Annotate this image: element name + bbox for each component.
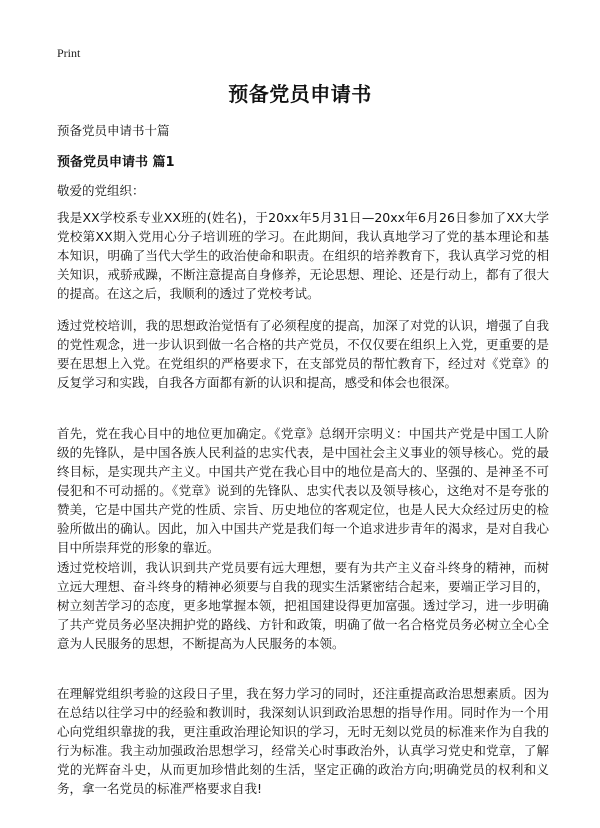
document-title: 预备党员申请书 (228, 82, 372, 106)
body-paragraph-2: 透过党校培训，我的思想政治觉悟有了必须程度的提高，加深了对党的认识，增强了自我的党性观念，进一步认识到做一名合格的共产党员，不仅仅要在组织上入党，更重要的是要在思想上入党。在党组织的严格要求下，在支部党员的帮忙教育下，经过对《党章》的反复学习和实践，自我各方面都有新的认识和提高，感受和体会也很深。 (57, 318, 549, 390)
body-paragraph-3: 首先，党在我心目中的地位更加确定。《党章》总纲开宗明义：中国共产党是中国工人阶级的先锋队，是中国各族人民利益的忠实代表，是中国社会主义事业的领导核心。党的最终目标，是实现共产主义。中国共产党在我心目中的地位是高大的、坚强的、是神圣不可侵犯和不可动摇的。《党章》说到的先锋队、忠实代表以及领导核心，这绝对不是夸张的赞美，它是中国共产党的性质、宗旨、历史地位的客观定位，也是人民大众经过历史的检验所做出的确认。因此，加入中国共产党是我们每一个追求进步青年的渴求，是对自我心目中所崇拜党的形象的靠近。 (57, 426, 549, 555)
section-heading: 预备党员申请书 篇1 (57, 155, 175, 170)
document-subtitle: 预备党员申请书十篇 (57, 123, 170, 138)
body-paragraph-5: 在理解党组织考验的这段日子里，我在努力学习的同时，还注重提高政治思想素质。因为在总结以往学习中的经验和教训时，我深刻认识到政治思想的指导作用。同时作为一个用心向党组织靠拢的我，更注重政治理论知识的学习，无时无刻以党员的标准来作为自我的行为标准。我主动加强政治思想学习，经常关心时事政治外，认真学习党史和党章，了解党的光辉奋斗史，从而更加珍惜此刻的生活，坚定正确的政治方向;明确党员的权利和义务，拿一名党员的标准严格要求自我! (57, 686, 549, 796)
print-link[interactable]: Print (57, 46, 81, 60)
body-paragraph-1: 我是XX学校系专业XX班的(姓名)，于20xx年5月31日—20xx年6月26日参加了XX大学党校第XX期入党用心分子培训班的学习。在此期间，我认真地学习了党的基本理论和基本知识，明确了当代大学生的政治使命和职责。在组织的培养教育下，我认真学习党的相关知识，戒骄戒躁，不断注意提高自身修养，无论思想、理论、还是行动上，都有了很大的提高。在这之后，我顺利的透过了党校考试。 (57, 210, 549, 301)
body-paragraph-4: 透过党校培训，我认识到共产党员要有远大理想，要有为共产主义奋斗终身的精神，而树立远大理想、奋斗终身的精神必须要与自我的现实生活紧密结合起来，要端正学习目的，树立刻苦学习的态度，更多地掌握本领，把祖国建设得更加富强。透过学习，进一步明确了共产党员务必坚决拥护党的路线、方针和政策，明确了做一名合格党员务必树立全心全意为人民服务的思想，不断提高为人民服务的本领。 (57, 560, 549, 651)
greeting-text: 敬爱的党组织： (57, 183, 145, 198)
